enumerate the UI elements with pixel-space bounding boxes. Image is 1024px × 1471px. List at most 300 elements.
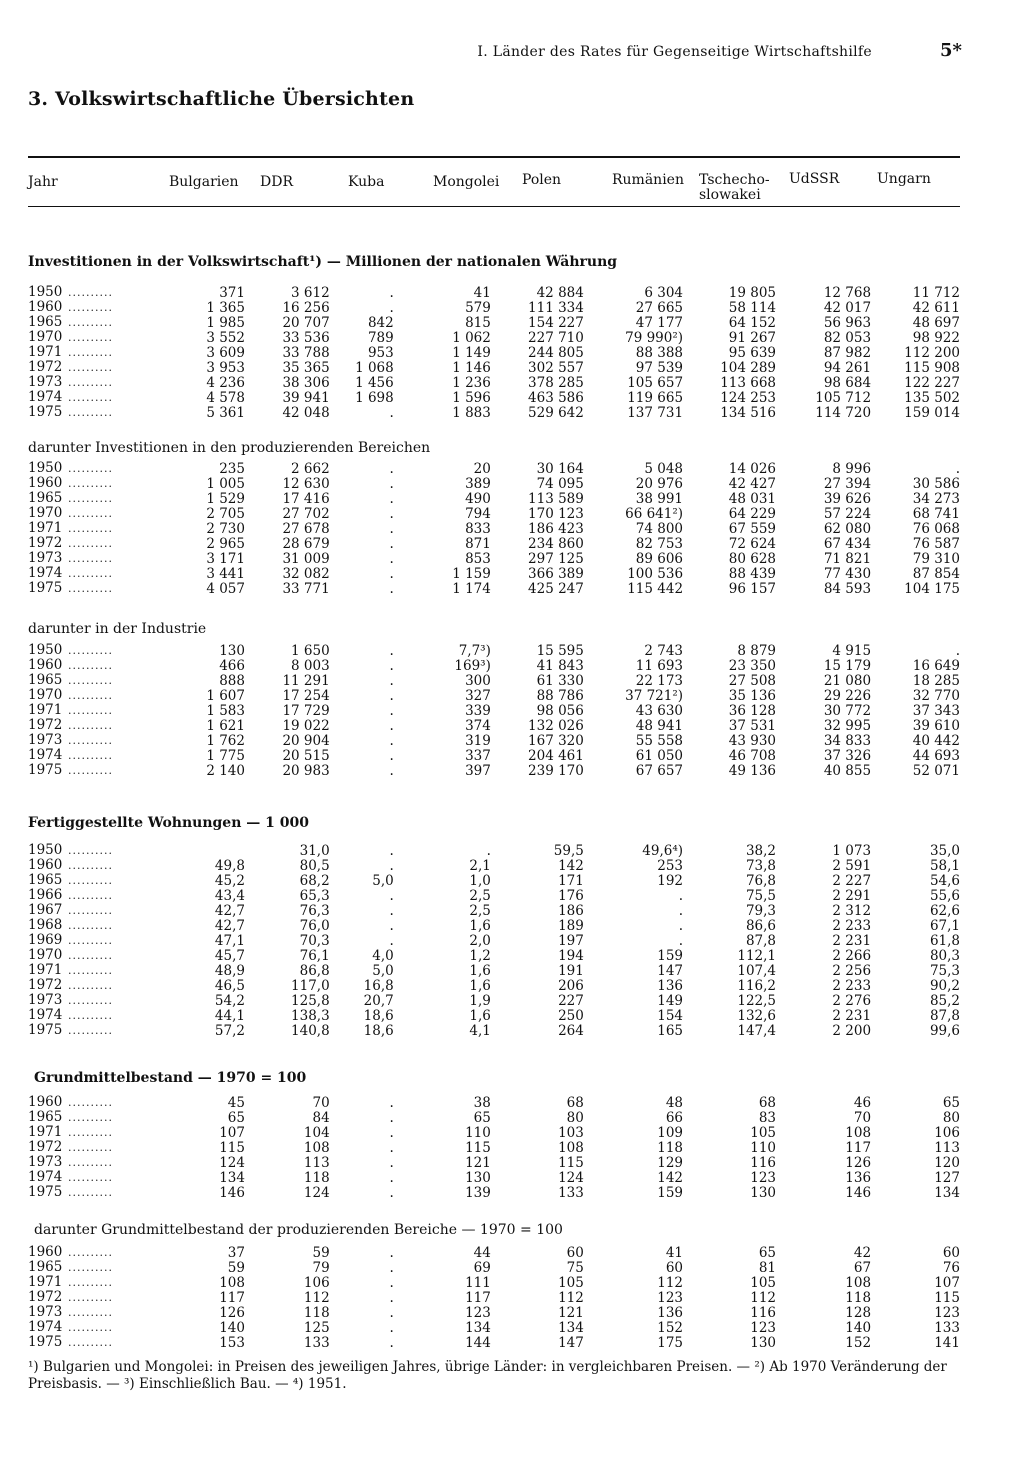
cell-ddr: 79 [312, 1259, 330, 1276]
cell-mongolei: 1 062 [452, 329, 491, 346]
cell-ddr: 113 [303, 1154, 330, 1171]
table-wohnungen [28, 843, 960, 1038]
cell-bulgarien: 3 552 [206, 329, 245, 346]
cell-udssr: 32 995 [823, 717, 872, 734]
year-label: 1974 [28, 1007, 63, 1023]
cell-bulgarien: 4 057 [206, 580, 245, 597]
leader-dots: .......... [68, 689, 113, 702]
year-cell [28, 1170, 183, 1185]
leader-dots: .......... [68, 719, 113, 732]
year-label: 1971 [28, 1274, 63, 1290]
cell-rumaenien: 38 991 [635, 490, 684, 507]
cell-tschechoslowakei: 19 805 [728, 284, 777, 301]
cell-ungarn: 42 611 [912, 299, 960, 316]
cell-mongolei: 374 [465, 717, 491, 734]
year-cell [28, 903, 183, 918]
cell-polen: 74 095 [536, 475, 584, 492]
table-row [28, 718, 960, 733]
cell-polen: 302 557 [528, 359, 584, 376]
cell-bulgarien: 3 953 [206, 359, 245, 376]
cell-ddr: 65,3 [299, 887, 330, 904]
cell-udssr: 152 [845, 1334, 872, 1351]
cell-mongolei: 139 [465, 1184, 491, 1201]
leader-dots: .......... [68, 552, 113, 565]
table-row [28, 933, 960, 948]
year-label: 1974 [28, 565, 63, 581]
cell-polen: 206 [558, 977, 584, 994]
cell-rumaenien: 37 721²) [625, 687, 684, 704]
year-label: 1971 [28, 1124, 63, 1140]
cell-bulgarien: 1 621 [206, 717, 245, 734]
cell-udssr: 98 684 [823, 374, 872, 391]
cell-tschechoslowakei: 95 639 [728, 344, 777, 361]
year-label: 1975 [28, 1184, 63, 1200]
year-cell [28, 688, 183, 703]
cell-kuba: . [389, 1304, 394, 1321]
year-cell [28, 1125, 183, 1140]
leader-dots: .......... [68, 1171, 113, 1184]
cell-polen: 115 [558, 1154, 584, 1171]
cell-rumaenien: 159 [657, 1184, 684, 1201]
cell-udssr: 56 963 [823, 314, 872, 331]
table-row [28, 1095, 960, 1110]
cell-rumaenien: 88 388 [635, 344, 684, 361]
year-cell [28, 1023, 183, 1038]
cell-ungarn: 39 610 [912, 717, 960, 734]
cell-polen: 105 [558, 1274, 584, 1291]
cell-mongolei: 123 [465, 1304, 491, 1321]
table-row [28, 1260, 960, 1275]
cell-mongolei: 4,1 [469, 1022, 491, 1039]
cell-tschechoslowakei: 104 289 [720, 359, 777, 376]
cell-ddr: 12 630 [282, 475, 330, 492]
section-title-grundmittelbestand: Grundmittelbestand — 1970 = 100 [34, 1070, 307, 1086]
year-cell [28, 718, 183, 733]
cell-bulgarien: 45 [227, 1094, 245, 1111]
year-cell [28, 1275, 183, 1290]
year-cell [28, 1008, 183, 1023]
year-label: 1972 [28, 717, 63, 733]
year-cell [28, 1290, 183, 1305]
year-cell [28, 375, 183, 390]
cell-ddr: 38 306 [282, 374, 330, 391]
cell-ungarn: 67,1 [929, 917, 960, 934]
cell-ungarn: 65 [942, 1094, 960, 1111]
cell-mongolei: 1 883 [452, 404, 491, 421]
running-head: I. Länder des Rates für Gegenseitige Wirtschaftshilfe [477, 44, 872, 60]
cell-polen: 111 334 [528, 299, 584, 316]
cell-polen: 147 [558, 1334, 584, 1351]
year-label: 1965 [28, 1259, 63, 1275]
cell-ddr: 31 009 [282, 550, 330, 567]
leader-dots: .......... [68, 1291, 113, 1304]
column-header-row [28, 168, 960, 202]
cell-bulgarien: 47,1 [214, 932, 245, 949]
cell-mongolei: 339 [465, 702, 491, 719]
cell-kuba: 1 068 [355, 359, 394, 376]
table-row [28, 643, 960, 658]
cell-ungarn: 55,6 [929, 887, 960, 904]
cell-ddr: 17 729 [282, 702, 330, 719]
cell-ungarn: 11 712 [912, 284, 960, 301]
cell-tschechoslowakei: 23 350 [728, 657, 777, 674]
leader-dots: .......... [68, 582, 113, 595]
cell-rumaenien: 253 [657, 857, 684, 874]
col-tschecho-line1: Tschecho- [699, 172, 770, 188]
cell-tschechoslowakei: 132,6 [737, 1007, 777, 1024]
cell-udssr: 39 626 [823, 490, 872, 507]
cell-ddr: 76,0 [299, 917, 330, 934]
cell-rumaenien: 105 657 [627, 374, 684, 391]
year-label: 1975 [28, 1334, 63, 1350]
year-cell [28, 581, 183, 596]
cell-rumaenien: 60 [665, 1259, 684, 1276]
leader-dots: .......... [68, 1336, 113, 1349]
cell-kuba: . [389, 857, 394, 874]
cell-bulgarien: 134 [219, 1169, 245, 1186]
cell-polen: 264 [558, 1022, 584, 1039]
cell-ddr: 39 941 [282, 389, 330, 406]
cell-tschechoslowakei: 116 [750, 1154, 777, 1171]
year-cell [28, 1245, 183, 1260]
cell-ungarn: 127 [934, 1169, 960, 1186]
cell-mongolei: 1 149 [452, 344, 491, 361]
year-cell [28, 873, 183, 888]
cell-bulgarien: 117 [219, 1289, 245, 1306]
cell-polen: 15 595 [536, 642, 584, 659]
year-label: 1972 [28, 1289, 63, 1305]
cell-polen: 366 389 [528, 565, 584, 582]
table-investitionen [28, 285, 960, 420]
table-row [28, 536, 960, 551]
cell-mongolei: 117 [465, 1289, 491, 1306]
leader-dots: .......... [68, 301, 113, 314]
page-title: 3. Volkswirtschaftliche Übersichten [28, 88, 415, 110]
col-bulgarien: Bulgarien [169, 174, 239, 190]
cell-bulgarien: 49,8 [214, 857, 245, 874]
leader-dots: .......... [68, 522, 113, 535]
leader-dots: .......... [68, 964, 113, 977]
cell-polen: 250 [558, 1007, 584, 1024]
cell-ddr: 31,0 [299, 842, 330, 859]
cell-tschechoslowakei: 8 879 [737, 642, 777, 659]
cell-polen: 124 [558, 1169, 584, 1186]
cell-rumaenien: 67 657 [635, 762, 684, 779]
cell-mongolei: 144 [465, 1334, 491, 1351]
cell-bulgarien: 5 361 [206, 404, 245, 421]
cell-udssr: 2 231 [832, 1007, 872, 1024]
cell-tschechoslowakei: 88 439 [728, 565, 777, 582]
cell-mongolei: 65 [473, 1109, 491, 1126]
cell-ungarn: 133 [934, 1319, 960, 1336]
table-row [28, 748, 960, 763]
cell-ddr: 20 983 [282, 762, 330, 779]
table-row [28, 581, 960, 596]
cell-kuba: 842 [367, 314, 394, 331]
cell-bulgarien: 140 [219, 1319, 245, 1336]
table-row [28, 1185, 960, 1200]
cell-ungarn: 44 693 [912, 747, 960, 764]
table-row [28, 1140, 960, 1155]
cell-tschechoslowakei: 46 708 [728, 747, 777, 764]
cell-polen: 176 [558, 887, 584, 904]
cell-mongolei: 41 [473, 284, 491, 301]
cell-polen: 59,5 [553, 842, 584, 859]
cell-udssr: 2 266 [832, 947, 872, 964]
cell-udssr: 37 326 [823, 747, 872, 764]
cell-ungarn: 76 [942, 1259, 960, 1276]
cell-polen: 68 [566, 1094, 584, 1111]
table-row [28, 763, 960, 778]
cell-mongolei: 1,6 [469, 962, 491, 979]
cell-rumaenien: 5 048 [644, 460, 684, 477]
cell-udssr: 108 [845, 1274, 872, 1291]
cell-rumaenien: 159 [657, 947, 684, 964]
leader-dots: .......... [68, 1111, 113, 1124]
cell-polen: 194 [558, 947, 584, 964]
year-label: 1970 [28, 329, 63, 345]
leader-dots: .......... [68, 462, 113, 475]
cell-rumaenien: 22 173 [635, 672, 684, 689]
cell-ddr: 27 678 [282, 520, 330, 537]
cell-tschechoslowakei: 105 [750, 1274, 777, 1291]
cell-polen: 171 [558, 872, 584, 889]
cell-bulgarien: 1 607 [206, 687, 245, 704]
year-cell [28, 963, 183, 978]
cell-bulgarien: 3 171 [206, 550, 245, 567]
leader-dots: .......... [68, 644, 113, 657]
year-label: 1975 [28, 404, 63, 420]
year-label: 1974 [28, 1169, 63, 1185]
cell-kuba: 789 [367, 329, 394, 346]
cell-udssr: 2 312 [832, 902, 872, 919]
cell-ungarn: 107 [934, 1274, 960, 1291]
cell-udssr: 2 591 [832, 857, 872, 874]
cell-ungarn: 87 854 [912, 565, 960, 582]
cell-rumaenien: 47 177 [635, 314, 684, 331]
cell-ddr: 76,3 [299, 902, 330, 919]
cell-tschechoslowakei: 49 136 [728, 762, 777, 779]
cell-rumaenien: . [678, 902, 684, 919]
cell-polen: 197 [558, 932, 584, 949]
cell-mongolei: 794 [465, 505, 491, 522]
cell-kuba: 1 456 [355, 374, 394, 391]
cell-tschechoslowakei: 58 114 [728, 299, 777, 316]
year-cell [28, 566, 183, 581]
cell-ddr: 133 [303, 1334, 330, 1351]
table-grundmittel-produzierend [28, 1245, 960, 1350]
cell-rumaenien: 165 [657, 1022, 684, 1039]
cell-mongolei: 121 [465, 1154, 491, 1171]
col-ddr: DDR [260, 174, 293, 190]
cell-kuba: . [389, 1124, 394, 1141]
cell-tschechoslowakei: 68 [758, 1094, 777, 1111]
cell-ungarn: 34 273 [912, 490, 960, 507]
cell-ddr: 16 256 [282, 299, 330, 316]
cell-rumaenien: 6 304 [644, 284, 684, 301]
table-row [28, 658, 960, 673]
cell-ungarn: 90,2 [929, 977, 960, 994]
cell-ddr: 125 [303, 1319, 330, 1336]
cell-bulgarien: 42,7 [214, 917, 245, 934]
cell-rumaenien: 27 665 [635, 299, 684, 316]
year-label: 1950 [28, 842, 63, 858]
cell-tschechoslowakei: 14 026 [728, 460, 777, 477]
cell-polen: 239 170 [528, 762, 584, 779]
cell-bulgarien: 1 985 [206, 314, 245, 331]
year-label: 1960 [28, 299, 63, 315]
cell-kuba: . [389, 1319, 394, 1336]
cell-bulgarien: 4 578 [206, 389, 245, 406]
cell-rumaenien: 82 753 [635, 535, 684, 552]
cell-polen: 186 [558, 902, 584, 919]
cell-udssr: 2 291 [832, 887, 872, 904]
cell-rumaenien: 49,6⁴) [642, 842, 684, 859]
cell-kuba: . [389, 762, 394, 779]
cell-rumaenien: 142 [657, 1169, 684, 1186]
cell-tschechoslowakei: 83 [758, 1109, 777, 1126]
cell-mongolei: 2,0 [469, 932, 491, 949]
cell-tschechoslowakei: 86,6 [745, 917, 777, 934]
year-cell [28, 330, 183, 345]
footnote-line-1: ¹) Bulgarien und Mongolei: in Preisen des jeweiligen Jahres, übrige Länder: in vergleichbaren Preisen. — ²) Ab 1970 Veränderung der [28, 1359, 947, 1375]
leader-dots: .......... [68, 1126, 113, 1139]
cell-kuba: 20,7 [363, 992, 394, 1009]
cell-ungarn: 122 227 [904, 374, 960, 391]
table-row [28, 1275, 960, 1290]
year-cell [28, 948, 183, 963]
year-label: 1960 [28, 857, 63, 873]
leader-dots: .......... [68, 361, 113, 374]
cell-kuba: 18,6 [363, 1022, 394, 1039]
col-polen: Polen [522, 172, 562, 188]
cell-udssr: 34 833 [823, 732, 872, 749]
cell-ungarn: 32 770 [912, 687, 960, 704]
cell-mongolei: 7,7³) [458, 642, 491, 659]
cell-kuba: . [389, 475, 394, 492]
year-cell [28, 536, 183, 551]
table-row [28, 566, 960, 581]
cell-ungarn: 106 [934, 1124, 960, 1141]
table-row [28, 963, 960, 978]
cell-bulgarien: 59 [227, 1259, 245, 1276]
cell-ungarn: 112 200 [904, 344, 960, 361]
cell-ddr: 80,5 [299, 857, 330, 874]
cell-kuba: 953 [367, 344, 394, 361]
cell-bulgarien: 2 730 [206, 520, 245, 537]
table-row [28, 390, 960, 405]
cell-bulgarien: 371 [219, 284, 245, 301]
cell-kuba: . [389, 1109, 394, 1126]
year-label: 1973 [28, 732, 63, 748]
cell-mongolei: 2,1 [469, 857, 491, 874]
year-cell [28, 1140, 183, 1155]
table-row [28, 461, 960, 476]
cell-tschechoslowakei: 65 [758, 1244, 777, 1261]
year-cell [28, 285, 183, 300]
section-title-industrie: darunter in der Industrie [28, 621, 207, 637]
year-cell [28, 658, 183, 673]
cell-mongolei: 1,6 [469, 1007, 491, 1024]
cell-polen: 234 860 [528, 535, 584, 552]
cell-polen: 142 [558, 857, 584, 874]
table-row [28, 903, 960, 918]
table-row [28, 978, 960, 993]
year-cell [28, 405, 183, 420]
cell-bulgarien: 48,9 [214, 962, 245, 979]
cell-ddr: 112 [303, 1289, 330, 1306]
year-label: 1965 [28, 1109, 63, 1125]
cell-kuba: . [389, 687, 394, 704]
cell-rumaenien: 149 [657, 992, 684, 1009]
cell-udssr: 108 [845, 1124, 872, 1141]
cell-tschechoslowakei: 122,5 [737, 992, 777, 1009]
leader-dots: .......... [68, 406, 113, 419]
year-cell [28, 1335, 183, 1350]
leader-dots: .......... [68, 507, 113, 520]
cell-mongolei: 327 [465, 687, 491, 704]
cell-polen: 425 247 [528, 580, 584, 597]
cell-polen: 227 [558, 992, 584, 1009]
cell-mongolei: 815 [465, 314, 491, 331]
year-cell [28, 300, 183, 315]
cell-ungarn: 115 908 [904, 359, 960, 376]
leader-dots: .......... [68, 979, 113, 992]
year-label: 1973 [28, 374, 63, 390]
cell-bulgarien: 44,1 [214, 1007, 245, 1024]
year-label: 1971 [28, 962, 63, 978]
cell-ddr: 3 612 [291, 284, 330, 301]
cell-bulgarien: 888 [219, 672, 245, 689]
cell-udssr: 46 [853, 1094, 872, 1111]
cell-bulgarien: 115 [219, 1139, 245, 1156]
table-industrie [28, 643, 960, 778]
cell-rumaenien: 61 050 [635, 747, 684, 764]
cell-kuba: . [389, 717, 394, 734]
year-cell [28, 1185, 183, 1200]
cell-mongolei: 337 [465, 747, 491, 764]
year-cell [28, 858, 183, 873]
cell-kuba: . [389, 299, 394, 316]
year-cell [28, 748, 183, 763]
cell-mongolei: 2,5 [469, 887, 491, 904]
leader-dots: .......... [68, 537, 113, 550]
leader-dots: .......... [68, 286, 113, 299]
cell-rumaenien: . [678, 887, 684, 904]
cell-rumaenien: 43 630 [635, 702, 684, 719]
year-label: 1973 [28, 1154, 63, 1170]
cell-polen: 170 123 [528, 505, 584, 522]
cell-bulgarien: 1 775 [206, 747, 245, 764]
cell-mongolei: 397 [465, 762, 491, 779]
cell-kuba: 18,6 [363, 1007, 394, 1024]
cell-kuba: . [389, 1274, 394, 1291]
cell-tschechoslowakei: 80 628 [728, 550, 777, 567]
leader-dots: .......... [68, 1009, 113, 1022]
cell-tschechoslowakei: 113 668 [720, 374, 777, 391]
cell-rumaenien: 66 [665, 1109, 684, 1126]
year-cell [28, 360, 183, 375]
cell-bulgarien: 2 140 [206, 762, 245, 779]
cell-kuba: . [389, 520, 394, 537]
cell-kuba: . [389, 732, 394, 749]
cell-polen: 378 285 [528, 374, 584, 391]
cell-kuba: . [389, 505, 394, 522]
table-row [28, 1155, 960, 1170]
year-cell [28, 1320, 183, 1335]
cell-udssr: 40 855 [823, 762, 872, 779]
cell-bulgarien: 54,2 [214, 992, 245, 1009]
